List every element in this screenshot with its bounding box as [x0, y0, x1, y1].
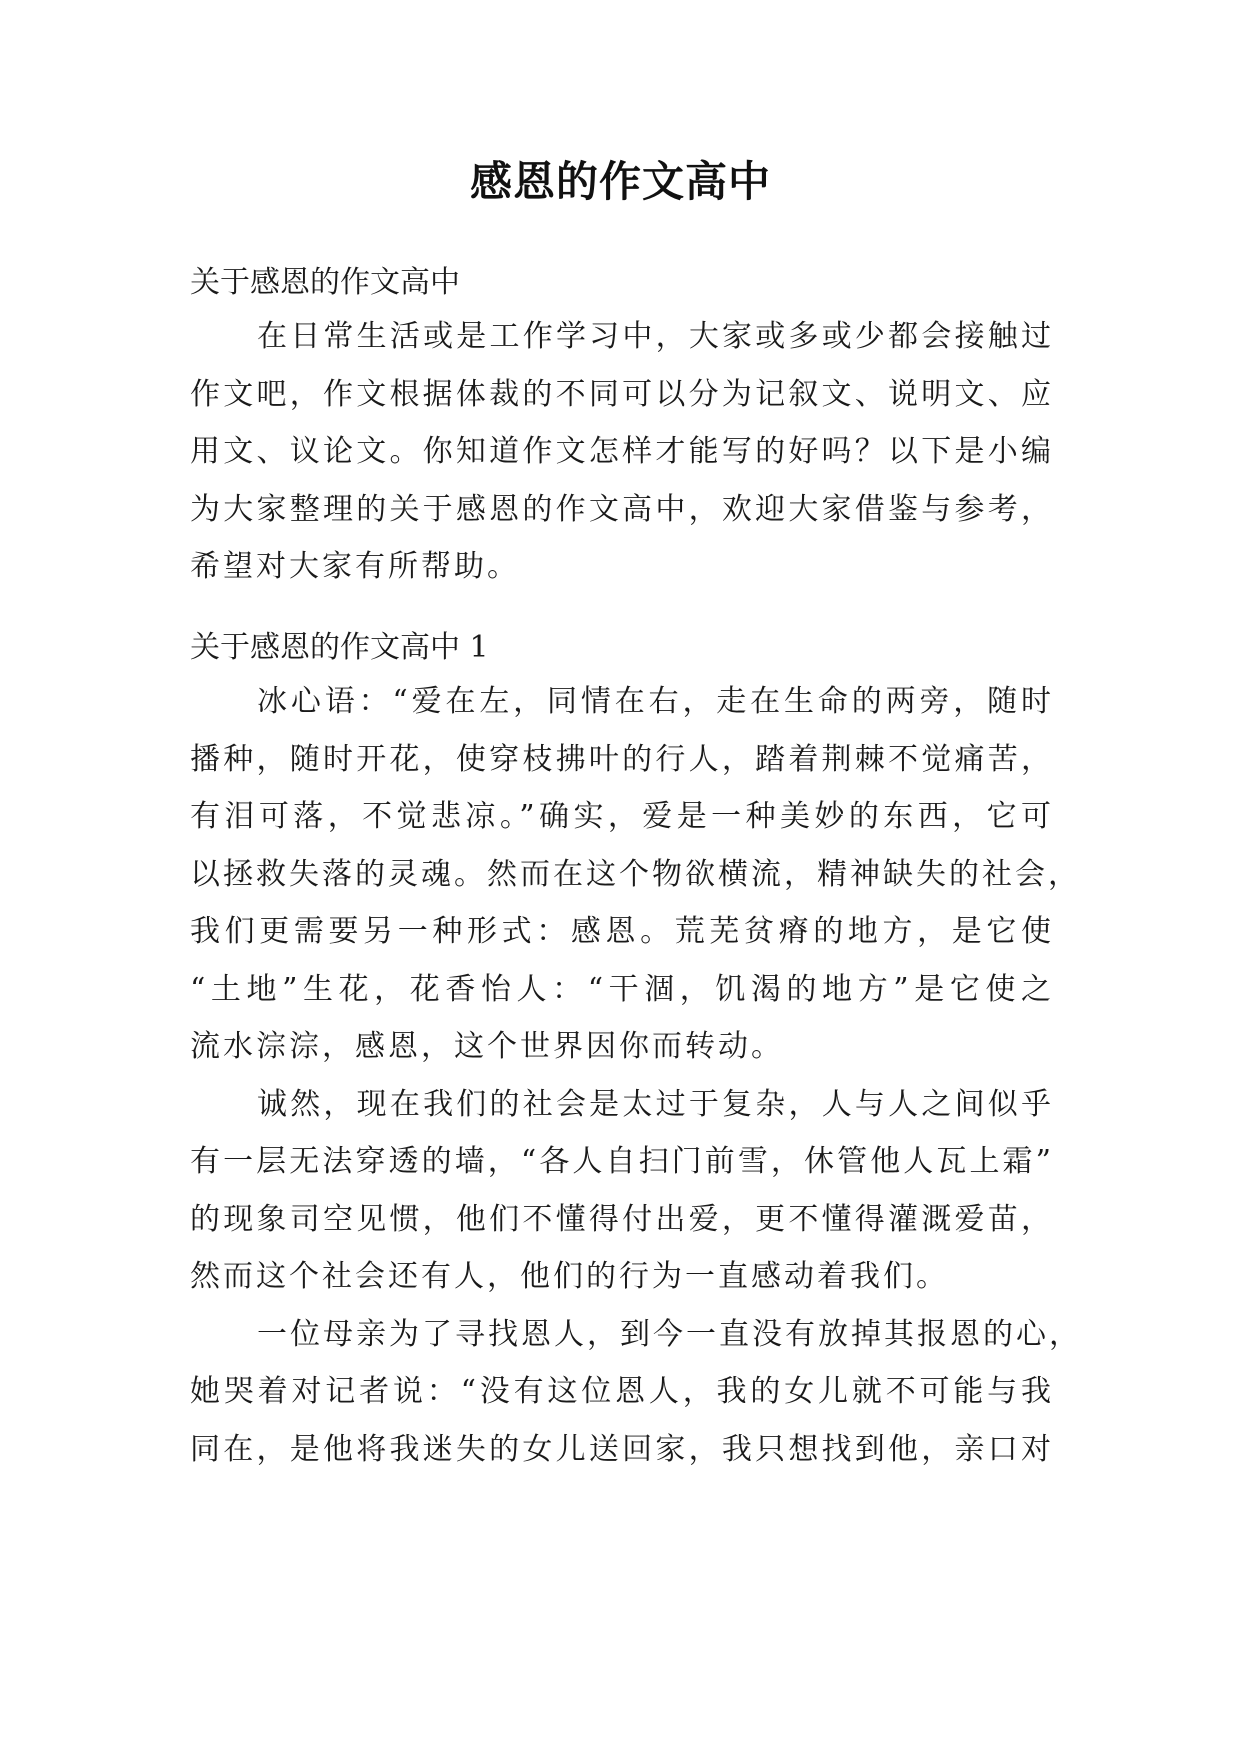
paragraph-line: 流水淙淙，感恩，这个世界因你而转动。 [190, 1029, 784, 1064]
body-paragraph-3 [190, 1306, 1082, 1479]
intro-line: 作文吧，作文根据体裁的不同可以分为记叙文、说明文、应 [190, 376, 1054, 412]
paragraph-line: 同在，是他将我迷失的女儿送回家，我只想找到他，亲口对 [190, 1431, 1054, 1467]
intro-line: 希望对大家有所帮助。 [190, 549, 520, 584]
intro-heading: 关于感恩的作文高中 [190, 265, 460, 300]
paragraph-line: 诚然，现在我们的社会是太过于复杂，人与人之间似乎 [257, 1086, 1054, 1122]
paragraph-line: 一位母亲为了寻找恩人，到今一直没有放掉其报恩的心， [257, 1316, 1082, 1352]
paragraph-line: 播种，随时开花，使穿枝拂叶的行人，踏着荆棘不觉痛苦， [190, 741, 1054, 777]
paragraph-line: 我们更需要另一种形式：感恩。荒芜贫瘠的地方，是它使 [190, 914, 1054, 949]
intro-line: 用文、议论文。你知道作文怎样才能写的好吗？以下是小编 [190, 434, 1054, 469]
document-title: 感恩的作文高中 [469, 157, 771, 206]
paragraph-line: “土地”生花，花香怡人：“干涸，饥渴的地方”是它使之 [190, 971, 1054, 1007]
intro-paragraph [190, 308, 1054, 596]
paragraph-line: 有泪可落，不觉悲凉。”确实，爱是一种美妙的东西，它可 [190, 799, 1054, 834]
body-paragraph-1 [190, 673, 1081, 1076]
paragraph-line: 冰心语：“爱在左，同情在右，走在生命的两旁，随时 [257, 684, 1054, 719]
intro-line: 在日常生活或是工作学习中，大家或多或少都会接触过 [257, 319, 1054, 354]
paragraph-line: 然而这个社会还有人，他们的行为一直感动着我们。 [190, 1259, 949, 1294]
paragraph-line: 的现象司空见惯，他们不懂得付出爱，更不懂得灌溉爱苗， [190, 1201, 1054, 1237]
paragraph-line: 以拯救失落的灵魂。然而在这个物欲横流，精神缺失的社会， [190, 856, 1081, 892]
paragraph-line: 有一层无法穿透的墙，“各人自扫门前雪，休管他人瓦上霜” [190, 1144, 1054, 1179]
body-paragraph-2 [190, 1076, 1054, 1306]
intro-line: 为大家整理的关于感恩的作文高中，欢迎大家借鉴与参考， [190, 491, 1054, 527]
section-heading-1: 关于感恩的作文高中 1 [190, 630, 489, 665]
paragraph-line: 她哭着对记者说：“没有这位恩人，我的女儿就不可能与我 [190, 1374, 1054, 1409]
